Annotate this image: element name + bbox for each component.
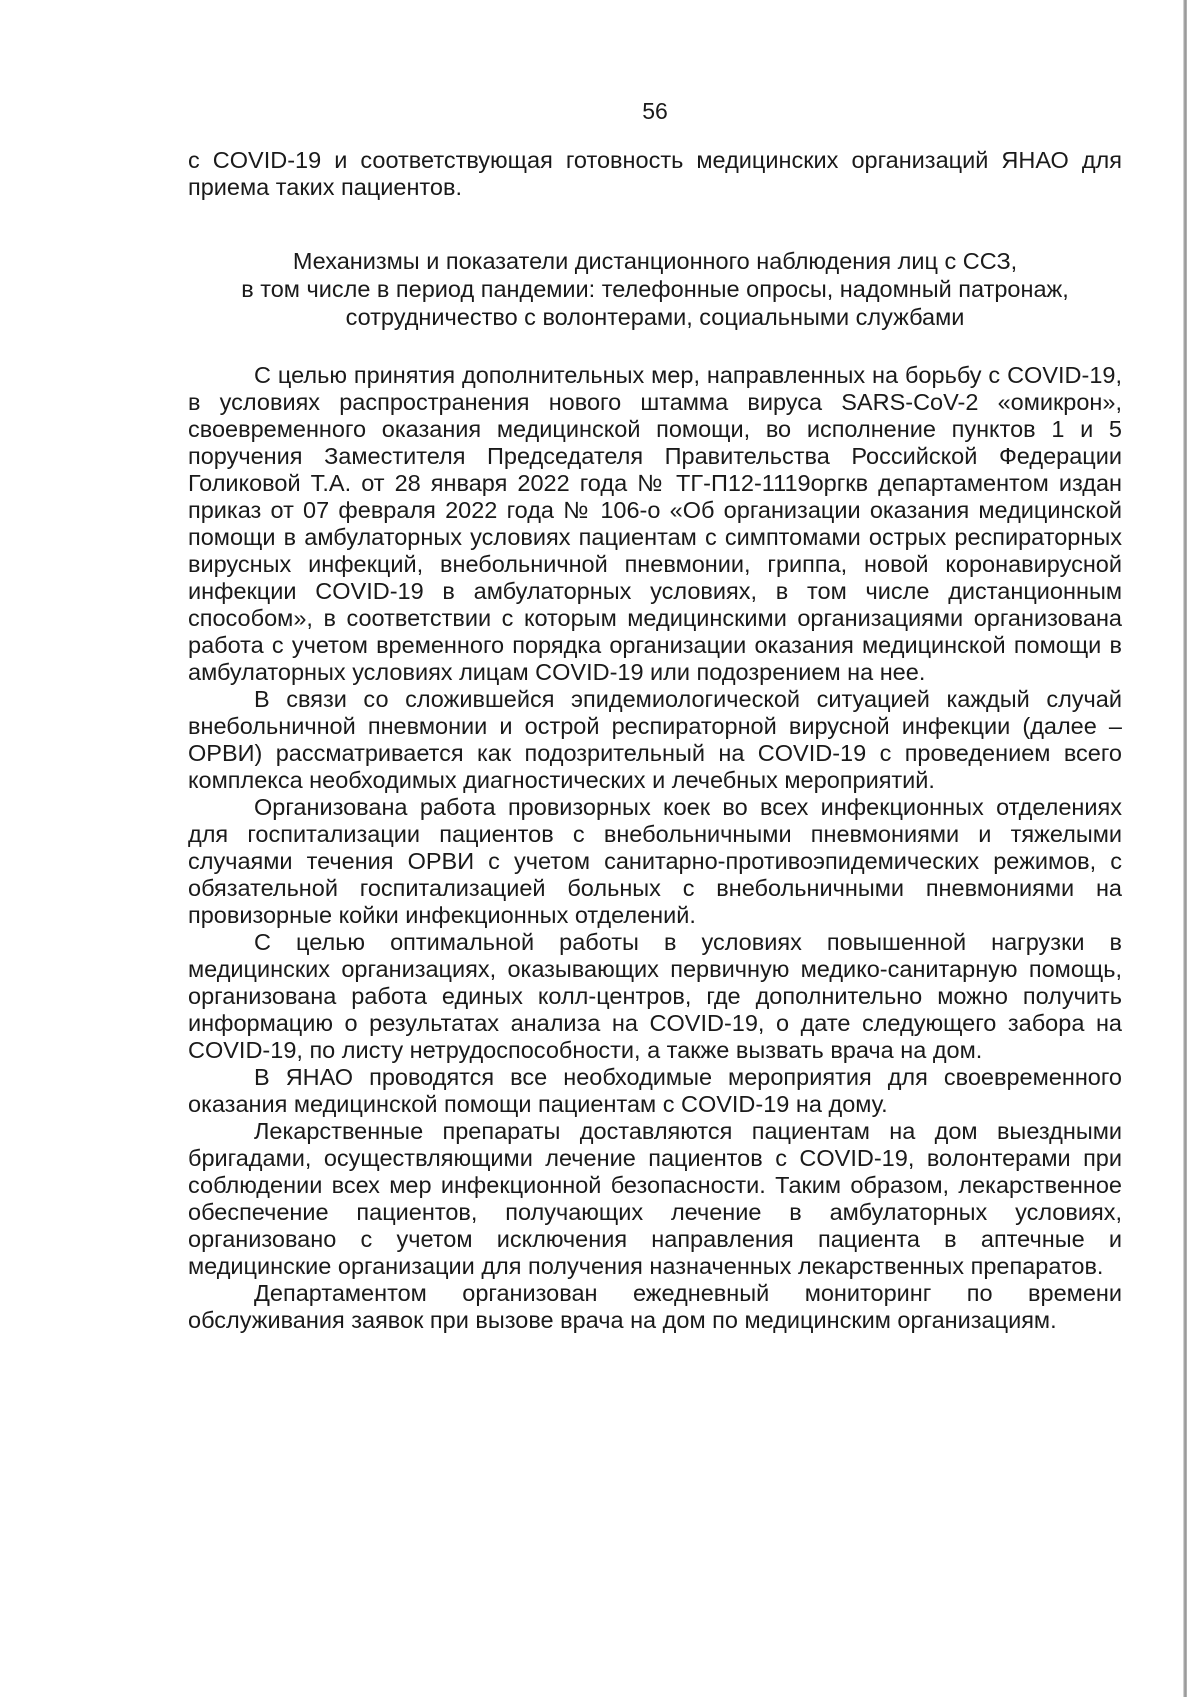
section-heading (188, 247, 1122, 331)
body-paragraph: Организована работа провизорных коек во всех инфекционных отделениях для госпитализации пациентов с внебольничными пневмониями и тяжелыми случаями течения ОРВИ с учетом санитарно-противоэпидемических режимов, с обязательной госпитализацией больных с внебольничными пневмониями на провизорные койки инфекционных отделений. (188, 794, 1122, 928)
scan-edge-line (1183, 0, 1187, 1697)
body-paragraph: В связи со сложившейся эпидемиологической ситуацией каждый случай внебольничной пневмонии и острой респираторной вирусной инфекции (далее – ОРВИ) рассматривается как подозрительный на COVID-19 с проведением всего комплекса необходимых диагностических и лечебных мероприятий. (188, 686, 1122, 793)
page-number: 56 (642, 98, 668, 124)
body-paragraph: В ЯНАО проводятся все необходимые мероприятия для своевременного оказания медицинской помощи пациентам с COVID-19 на дому. (188, 1064, 1122, 1117)
body-paragraph: С целью принятия дополнительных мер, направленных на борьбу с COVID-19, в условиях распространения нового штамма вируса SARS-CoV-2 «омикрон», своевременного оказания медицинской помощи, во исполнение пунктов 1 и 5 поручения Заместителя Председателя Правительства Российской Федерации Голиковой Т.А. от 28 января 2022 года № ТГ-П12-1119оргкв департаментом издан приказ от 07 февраля 2022 года № 106-о «Об организации оказания медицинской помощи в амбулаторных условиях пациентам с симптомами острых респираторных вирусных инфекций, внебольничной пневмонии, гриппа, новой коронавирусной инфекции COVID-19 в амбулаторных условиях, в том числе дистанционным способом», в соответствии с которым медицинскими организациями организована работа с учетом временного порядка организации оказания медицинской помощи в амбулаторных условиях лицам COVID-19 или подозрением на нее. (188, 362, 1122, 685)
section-heading-line: сотрудничество с волонтерами, социальными службами (345, 304, 965, 330)
body-paragraph: Лекарственные препараты доставляются пациентам на дом выездными бригадами, осуществляющими лечение пациентов с COVID-19, волонтерами при соблюдении всех мер инфекционной безопасности. Таким образом, лекарственное обеспечение пациентов, получающих лечение в амбулаторных условиях, организовано с учетом исключения направления пациента в аптечные и медицинские организации для получения назначенных лекарственных препаратов. (188, 1118, 1122, 1279)
document-body (188, 147, 1122, 1334)
continuation-paragraph: с COVID-19 и соответствующая готовность медицинских организаций ЯНАО для приема таких пациентов. (188, 147, 1122, 200)
section-heading-line: в том числе в период пандемии: телефонные опросы, надомный патронаж, (241, 276, 1069, 302)
body-paragraph: С целью оптимальной работы в условиях повышенной нагрузки в медицинских организациях, оказывающих первичную медико-санитарную помощь, организована работа единых колл-центров, где дополнительно можно получить информацию о результатах анализа на COVID-19, о дате следующего забора на COVID-19, по листу нетрудоспособности, а также вызвать врача на дом. (188, 929, 1122, 1063)
body-paragraph: Департаментом организован ежедневный мониторинг по времени обслуживания заявок при вызове врача на дом по медицинским организациям. (188, 1280, 1122, 1333)
section-heading-line: Механизмы и показатели дистанционного наблюдения лиц с ССЗ, (292, 248, 1018, 274)
